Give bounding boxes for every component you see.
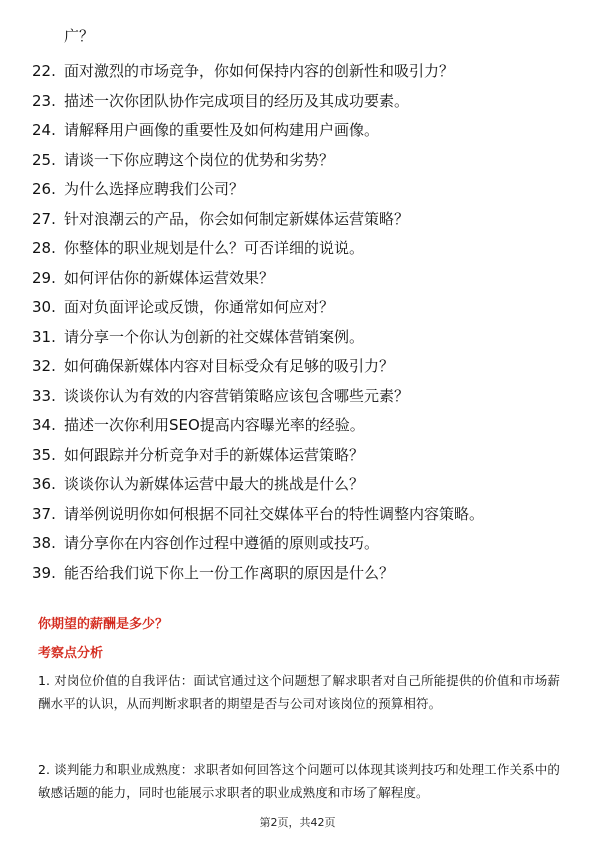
question-text: 能否给我们说下你上一份工作离职的原因是什么？ bbox=[64, 563, 395, 582]
question-number: 30. bbox=[32, 298, 56, 316]
question-item bbox=[32, 150, 572, 180]
question-item bbox=[32, 415, 572, 445]
question-item bbox=[32, 61, 572, 91]
question-text: 面对激烈的市场竞争，你如何保持内容的创新性和吸引力？ bbox=[64, 62, 455, 80]
question-number: 22. bbox=[32, 62, 56, 80]
page-footer: 第2页，共42页 bbox=[259, 816, 336, 829]
question-number: 28. bbox=[32, 239, 56, 257]
question-number: 25. bbox=[32, 150, 56, 169]
question-item bbox=[32, 445, 572, 475]
question-text: 描述一次你利用SEO提高内容曝光率的经验。 bbox=[64, 416, 365, 434]
question-item bbox=[32, 268, 572, 298]
analysis-point-1: 1. 对岗位价值的自我评估：面试官通过这个问题想了解求职者对自己所能提供的价值和市场薪酬水平的认识，从而判断求职者的期望是否与公司对该岗位的预算相符。 bbox=[38, 673, 560, 711]
question-list bbox=[32, 61, 572, 592]
question-number: 34. bbox=[32, 416, 56, 434]
question-number: 36. bbox=[32, 475, 56, 493]
question-item bbox=[32, 474, 572, 504]
question-number: 38. bbox=[32, 534, 56, 552]
question-item bbox=[32, 386, 572, 416]
question-number: 33. bbox=[32, 386, 56, 405]
question-text: 面对负面评论或反馈，你通常如何应对？ bbox=[64, 298, 335, 316]
question-text: 请解释用户画像的重要性及如何构建用户画像。 bbox=[64, 121, 380, 139]
question-text: 请分享你在内容创作过程中遵循的原则或技巧。 bbox=[64, 534, 380, 552]
question-number: 32. bbox=[32, 357, 56, 375]
question-item bbox=[32, 356, 572, 386]
question-item bbox=[32, 327, 572, 357]
question-text: 请谈一下你应聘这个岗位的优势和劣势？ bbox=[64, 150, 335, 169]
question-text: 如何确保新媒体内容对目标受众有足够的吸引力？ bbox=[64, 357, 395, 375]
question-text: 谈谈你认为有效的内容营销策略应该包含哪些元素？ bbox=[64, 386, 410, 405]
question-text: 如何评估你的新媒体运营效果？ bbox=[64, 268, 275, 287]
question-item bbox=[32, 504, 572, 534]
question-number: 31. bbox=[32, 327, 56, 346]
question-text: 请举例说明你如何根据不同社交媒体平台的特性调整内容策略。 bbox=[64, 504, 485, 523]
question-item bbox=[32, 297, 572, 327]
question-item bbox=[32, 238, 572, 268]
question-number: 29. bbox=[32, 268, 56, 287]
question-text: 为什么选择应聘我们公司？ bbox=[64, 180, 245, 198]
question-number: 27. bbox=[32, 209, 56, 228]
question-number: 35. bbox=[32, 445, 56, 464]
question-item bbox=[32, 179, 572, 209]
question-item bbox=[32, 209, 572, 239]
section-question-heading: 你期望的薪酬是多少？ bbox=[38, 617, 169, 632]
question-number: 39. bbox=[32, 563, 56, 582]
question-text: 针对浪潮云的产品，你会如何制定新媒体运营策略？ bbox=[64, 209, 410, 228]
analysis-point-2: 2. 谈判能力和职业成熟度：求职者如何回答这个问题可以体现其谈判技巧和处理工作关系中的敏感话题的能力，同时也能展示求职者的职业成熟度和市场了解程度。 bbox=[38, 762, 560, 800]
question-number: 26. bbox=[32, 180, 56, 198]
analysis-heading: 考察点分析 bbox=[38, 646, 104, 661]
question-text: 你整体的职业规划是什么？可否详细的说说。 bbox=[64, 239, 365, 257]
question-number: 23. bbox=[32, 91, 56, 110]
question-text: 如何跟踪并分析竞争对手的新媒体运营策略？ bbox=[64, 445, 365, 464]
question-number: 24. bbox=[32, 121, 56, 139]
question-text: 请分享一个你认为创新的社交媒体营销案例。 bbox=[64, 327, 365, 346]
question-text: 描述一次你团队协作完成项目的经历及其成功要素。 bbox=[64, 91, 410, 110]
question-item bbox=[32, 120, 572, 150]
question-text: 谈谈你认为新媒体运营中最大的挑战是什么？ bbox=[64, 475, 365, 493]
continuation-text: 广？ bbox=[64, 27, 95, 45]
question-number: 37. bbox=[32, 504, 56, 523]
question-item bbox=[32, 91, 572, 121]
question-item bbox=[32, 533, 572, 563]
question-item bbox=[32, 563, 572, 593]
